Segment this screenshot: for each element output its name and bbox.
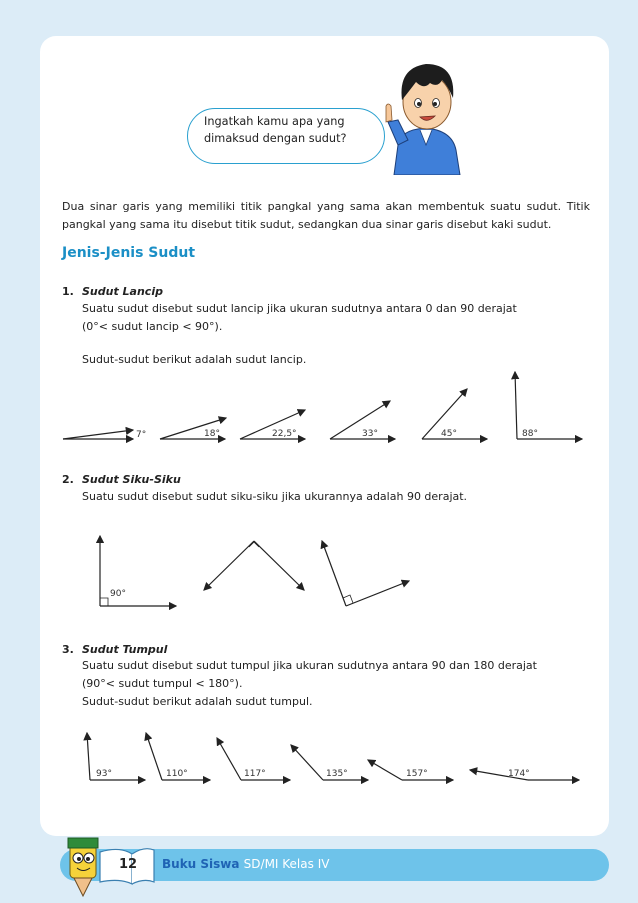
section-2-line-1: Suatu sudut disebut sudut siku-siku jika ukurannya adalah 90 derajat. [82, 490, 468, 503]
section-3-title [62, 643, 167, 656]
right-angle-1 [100, 536, 176, 606]
footer-subtitle: SD/MI Kelas IV [243, 857, 330, 871]
bubble-line-1: Ingatkah kamu apa yang [204, 115, 345, 128]
angle-93 [87, 733, 145, 780]
angle-174 [470, 769, 579, 780]
bubble-line-2: dimaksud dengan sudut? [204, 132, 347, 145]
angle-18 [160, 418, 226, 439]
angle-33 [330, 401, 395, 439]
angle-110 [146, 733, 210, 780]
angle-117 [217, 738, 290, 780]
section-1-title-text: Sudut Lancip [82, 285, 163, 298]
right-angle-2 [204, 541, 304, 590]
section-3-line-1: Suatu sudut disebut sudut tumpul jika ukuran sudutnya antara 90 dan 180 derajat [82, 659, 537, 672]
angle-33-label: 33° [362, 429, 378, 439]
angle-174-label: 174° [508, 769, 530, 779]
angle-22-5 [240, 410, 305, 439]
angle-88-label: 88° [522, 429, 538, 439]
section-2-number: 2. [62, 473, 74, 486]
section-2-title [62, 473, 181, 486]
angle-7-label: 7° [136, 430, 147, 440]
intro-paragraph: Dua sinar garis yang memiliki titik pangkal yang sama akan membentuk suatu sudut. Titik pangkal yang sama itu disebut titik sudut, sedangkan dua sinar garis disebut kaki sudut. [62, 200, 590, 231]
page-number: 12 [118, 857, 138, 872]
angle-110-label: 110° [166, 769, 188, 779]
angle-93-label: 93° [96, 769, 112, 779]
angle-117-label: 117° [244, 769, 266, 779]
section-heading: Jenis-Jenis Sudut [62, 245, 196, 261]
angle-157-label: 157° [406, 769, 428, 779]
angle-135 [291, 745, 368, 780]
section-1-line-1: Suatu sudut disebut sudut lancip jika ukuran sudutnya antara 0 dan 90 derajat [82, 302, 517, 315]
angle-7 [63, 430, 146, 440]
angle-45-label: 45° [441, 429, 457, 439]
section-3-title-text: Sudut Tumpul [82, 643, 168, 656]
section-3-line-3: Sudut-sudut berikut adalah sudut tumpul. [82, 695, 313, 708]
angle-88 [515, 372, 582, 439]
right-angle-3 [322, 541, 409, 606]
angle-157 [368, 760, 453, 780]
angle-45 [422, 389, 487, 439]
angle-22-5-label: 22,5° [272, 429, 297, 439]
footer-brand: Buku Siswa [162, 857, 240, 871]
angle-18-label: 18° [204, 429, 220, 439]
section-3-number: 3. [62, 643, 74, 656]
angle-135-label: 135° [326, 769, 348, 779]
right-angle-label: 90° [110, 589, 126, 599]
footer-title [162, 857, 329, 871]
section-2-title-text: Sudut Siku-Siku [82, 473, 181, 486]
section-1-line-2: (0°< sudut lancip < 90°). [82, 320, 223, 333]
section-3-line-2: (90°< sudut tumpul < 180°). [82, 677, 243, 690]
section-1-line-3: Sudut-sudut berikut adalah sudut lancip. [82, 353, 307, 366]
section-1-number: 1. [62, 285, 74, 298]
